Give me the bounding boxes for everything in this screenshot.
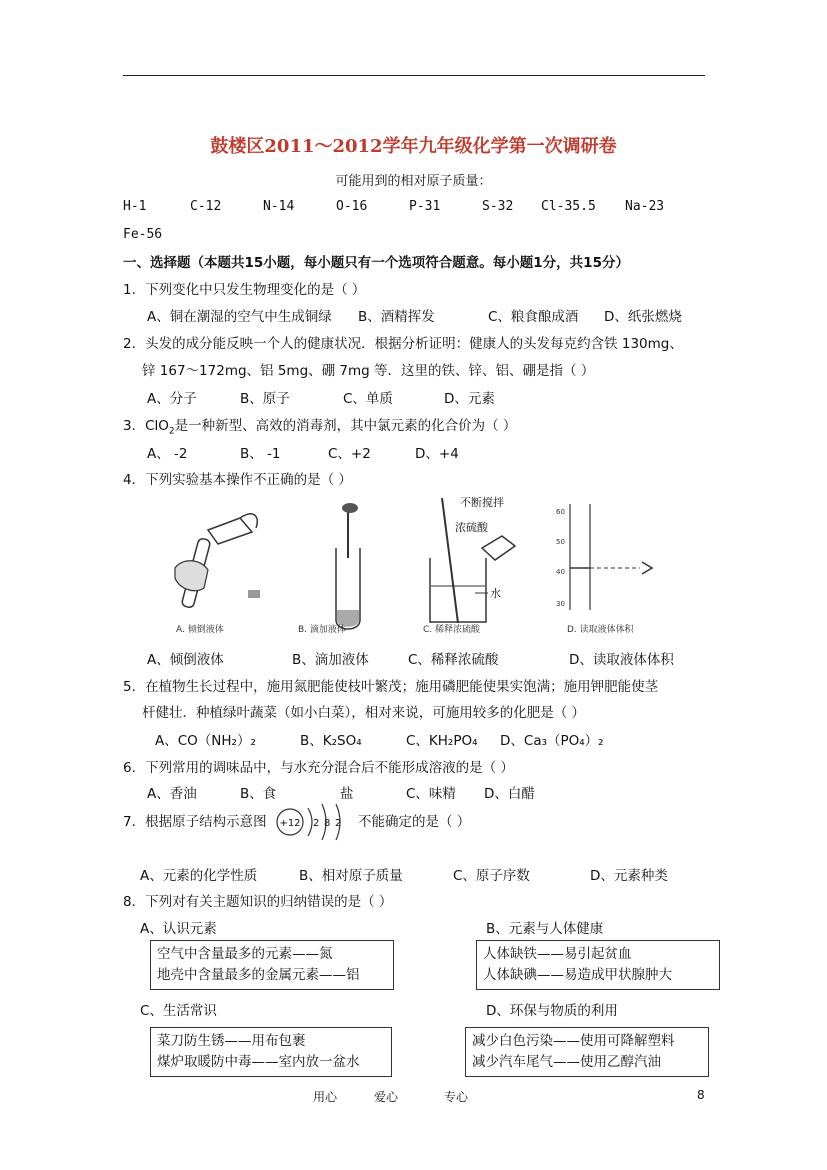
atomic-mass-cl: Cl-35.5	[541, 199, 596, 214]
atomic-mass-n: N-14	[263, 199, 295, 214]
q4-option-b: B、滴加液体	[292, 652, 369, 668]
q3-stem-text: 是一种新型、高效的消毒剂，其中氯元素的化合价为（ ）	[174, 418, 517, 434]
atomic-mass-h: H-1	[123, 199, 147, 214]
q7-option-a: A、元素的化学性质	[140, 868, 258, 884]
q5-stem-line2: 杆健壮．种植绿叶蔬菜（如小白菜），相对来说，可施用较多的化肥是（ ）	[142, 705, 586, 721]
q8-group-a-line2: 地壳中含量最多的金属元素——铝	[157, 967, 360, 983]
q7-option-c: C、原子序数	[453, 868, 530, 884]
q3-option-a: A、 -2	[147, 446, 188, 462]
shell-2-electrons: 8	[324, 818, 331, 829]
caption-b: B. 滴加液体	[298, 625, 346, 635]
q2-option-b: B、原子	[240, 391, 290, 407]
q8-group-b-line1: 人体缺铁——易引起贫血	[483, 946, 632, 962]
q3-stem	[123, 414, 516, 437]
q1-option-c: C、粮食酿成酒	[488, 309, 579, 325]
scale-30: 30	[556, 600, 565, 608]
q8-group-b-label: B、元素与人体健康	[486, 921, 604, 937]
q8-group-d-line2: 减少汽车尾气——使用乙醇汽油	[472, 1054, 661, 1070]
q7-option-b: B、相对原子质量	[299, 868, 403, 884]
section-heading: 一、选择题（本题共15小题，每小题只有一个选项符合题意。每小题1分，共15分）	[123, 255, 629, 271]
q5-option-a: A、CO（NH₂）₂	[155, 733, 256, 749]
q8-group-b-line2: 人体缺碘——易造成甲状腺肿大	[483, 967, 672, 983]
footer-word-2: 爱心	[374, 1090, 399, 1104]
figure-diluting-acid	[420, 498, 535, 638]
q6-option-b: B、食	[240, 786, 277, 802]
atomic-mass-fe: Fe-56	[123, 227, 163, 242]
q3-option-b: B、 -1	[240, 446, 281, 462]
q6-option-b-cont: 盐	[340, 786, 354, 802]
q6-stem: 6．下列常用的调味品中，与水充分混合后不能形成溶液的是（ ）	[123, 760, 514, 776]
q2-stem-line1: 2．头发的成分能反映一个人的健康状况．根据分析证明：健康人的头发每克约含铁 130mg、	[123, 336, 683, 352]
shell-3-electrons: 2	[335, 818, 342, 829]
q5-stem-line1: 5．在植物生长过程中，施用氮肥能使枝叶繁茂；施用磷肥能使果实饱满；施用钾肥能使茎	[123, 679, 659, 695]
atomic-mass-o: O-16	[336, 199, 368, 214]
q4-stem: 4．下列实验基本操作不正确的是（ ）	[123, 472, 352, 488]
q5-option-c: C、KH₂PO₄	[406, 733, 478, 749]
scale-50: 50	[556, 538, 565, 546]
q6-option-d: D、白醋	[484, 786, 535, 802]
page-number: 8	[697, 1088, 705, 1102]
q4-option-c: C、稀释浓硫酸	[408, 652, 499, 668]
q2-option-a: A、分子	[147, 391, 197, 407]
q8-group-c-line1: 菜刀防生锈——用布包裹	[157, 1033, 306, 1049]
q5-option-d: D、Ca₃（PO₄）₂	[500, 733, 604, 749]
q8-group-a-box	[150, 940, 394, 990]
q8-group-c-line2: 煤炉取暖防中毒——室内放一盆水	[157, 1054, 360, 1070]
atomic-mass-c: C-12	[190, 199, 222, 214]
page-title: 鼓楼区2011～2012学年九年级化学第一次调研卷	[210, 136, 617, 157]
q1-stem: 1．下列变化中只发生物理变化的是（ ）	[123, 282, 366, 298]
q6-option-a: A、香油	[147, 786, 197, 802]
q8-group-c-box	[150, 1027, 392, 1077]
figure-label-stir: 不断搅拌	[460, 496, 504, 509]
figure-label-water: 水	[490, 587, 501, 600]
atomic-mass-p: P-31	[409, 199, 441, 214]
atom-structure-diagram	[274, 798, 356, 842]
figure-pouring-liquid	[160, 498, 270, 638]
q8-group-d-box	[465, 1027, 709, 1077]
footer-word-3: 专心	[444, 1090, 469, 1104]
q8-group-c-label: C、生活常识	[140, 1003, 217, 1019]
q1-option-b: B、酒精挥发	[358, 309, 435, 325]
caption-c: C. 稀释浓硫酸	[423, 625, 481, 635]
figure-label-acid: 浓硫酸	[455, 521, 488, 534]
q3-stem-formula: 3．ClO	[123, 418, 169, 434]
q1-option-d: D、纸张燃烧	[604, 309, 682, 325]
caption-d: D. 读取液体体积	[567, 625, 634, 635]
caption-a: A. 倾倒液体	[176, 625, 224, 635]
q5-option-b: B、K₂SO₄	[300, 733, 362, 749]
q1-option-a: A、铜在潮湿的空气中生成铜绿	[147, 309, 332, 325]
q6-option-c: C、味精	[406, 786, 456, 802]
q7-option-d: D、元素种类	[590, 868, 668, 884]
q4-option-d: D、读取液体体积	[569, 652, 674, 668]
q8-group-d-line1: 减少白色污染——使用可降解塑料	[472, 1033, 675, 1049]
q3-stem-subscript: 2	[168, 426, 175, 437]
atomic-mass-na: Na-23	[625, 199, 665, 214]
q8-group-a-label: A、认识元素	[140, 921, 217, 937]
q2-option-c: C、单质	[343, 391, 393, 407]
q2-stem-line2: 锌 167～172mg、铝 5mg、硼 7mg 等．这里的铁、锌、铝、硼是指（ ）	[142, 363, 595, 379]
q8-group-d-label: D、环保与物质的利用	[486, 1003, 618, 1019]
q2-option-d: D、元素	[444, 391, 495, 407]
q8-stem: 8．下列对有关主题知识的归纳错误的是（ ）	[123, 894, 393, 910]
q7-stem-post: 不能确定的是（ ）	[358, 814, 471, 830]
scale-40: 40	[556, 568, 565, 576]
scale-60: 60	[556, 508, 565, 516]
figure-reading-volume	[556, 498, 660, 638]
atomic-mass-s: S-32	[482, 199, 514, 214]
nucleus-charge: +12	[279, 818, 301, 829]
q8-group-b-box	[476, 940, 720, 990]
atomic-mass-label: 可能用到的相对原子质量：	[335, 174, 492, 189]
q7-stem-pre: 7．根据原子结构示意图	[123, 814, 267, 830]
q8-group-a-line1: 空气中含量最多的元素——氮	[157, 946, 333, 962]
q3-option-c: C、+2	[328, 446, 371, 462]
q4-option-a: A、倾倒液体	[147, 652, 224, 668]
q3-option-d: D、+4	[415, 446, 459, 462]
figure-dropping-liquid	[318, 498, 378, 638]
footer-word-1: 用心	[313, 1090, 338, 1104]
header-rule	[123, 75, 705, 76]
shell-1-electrons: 2	[313, 818, 320, 829]
